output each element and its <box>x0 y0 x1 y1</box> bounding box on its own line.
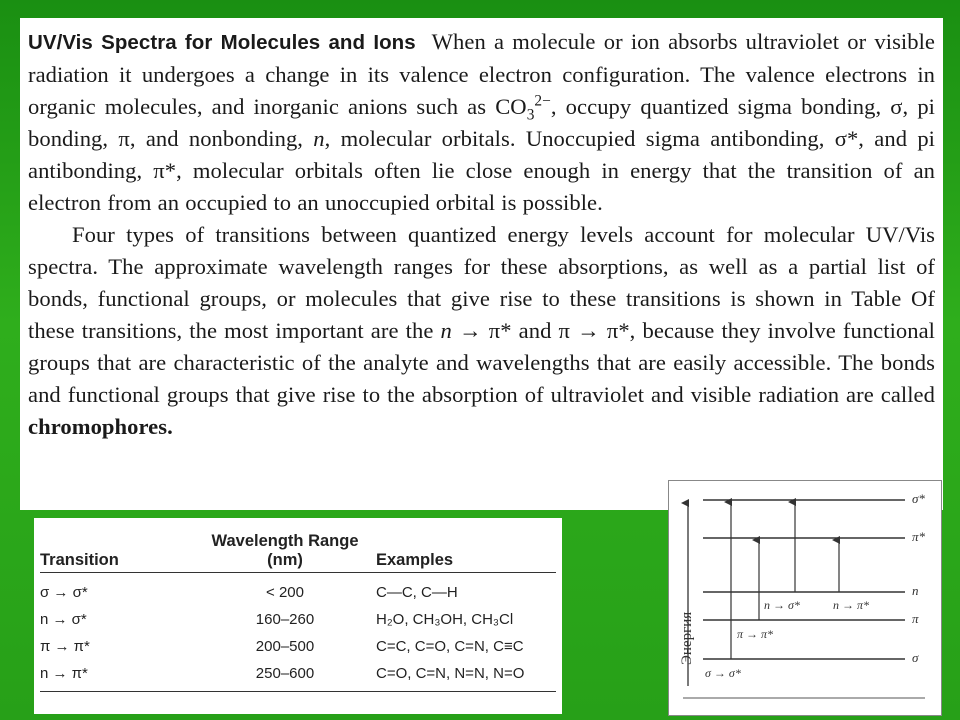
text-panel <box>20 18 943 510</box>
cell-range: 200–500 <box>255 638 315 655</box>
level-label-n: n <box>912 583 919 598</box>
cell-range: 250–600 <box>255 665 315 682</box>
cell-examples: H₂O, CH₃OH, CH₃Cl <box>376 611 514 628</box>
transitions-table <box>34 518 562 714</box>
paragraph-1-n: n <box>313 126 325 151</box>
header-transition: Transition <box>40 551 119 569</box>
paragraph-1-text-c: , molecular orbitals. Unoccupied sigma antibonding, σ*, and pi antibonding, π*, molecular orbitals often lie close enough in energy that the transition of an electron from an occupied to an unoccupied orbital is possible. <box>28 126 935 215</box>
cell-transition: π → π* <box>40 638 90 655</box>
cell-transition: n → σ* <box>40 611 87 628</box>
level-label-sigma-star: σ* <box>912 491 925 506</box>
cell-examples: C=O, C=N, N=N, N=O <box>376 665 525 682</box>
energy-axis-label: Энергия <box>679 611 695 665</box>
table-bottom-rule <box>40 691 556 692</box>
header-examples: Examples <box>376 551 454 569</box>
cell-range: 160–260 <box>255 611 315 628</box>
chromophores-term: chromophores <box>28 414 168 439</box>
paragraph-2 <box>28 219 935 443</box>
label-sigma-sigma-star: σ → σ* <box>705 666 741 680</box>
cell-range: < 200 <box>266 584 304 601</box>
header-wavelength-range-line2: (nm) <box>267 551 303 569</box>
level-label-pi: π <box>912 611 919 626</box>
level-label-pi-star: π* <box>912 529 926 544</box>
co3-subscript: 3 <box>526 106 535 124</box>
paragraph-1-text-a: When a molecule or ion absorbs ultraviolet or visible radiation it undergoes a change in its valence electron configuration. The valence electrons in organic molecules, and inorganic anions such as CO <box>28 29 935 119</box>
paragraph-2-text-b: → π* and π → π*, because they involve functional groups that are characteristic of the analyte and wavelengths that are easily accessible. The bonds and functional groups that give rise to the absorption of ultraviolet and visible radiation are called <box>28 318 936 407</box>
table-row <box>40 633 556 660</box>
cell-examples: C=C, C=O, C=N, C≡C <box>376 638 524 655</box>
cell-examples: C—C, C—H <box>376 584 458 601</box>
label-pi-pi-star: π → π* <box>737 627 774 641</box>
header-wavelength-range-line1: Wavelength Range <box>211 532 359 550</box>
level-label-sigma: σ <box>912 650 919 665</box>
section-heading: UV/Vis Spectra for Molecules and Ions <box>28 31 416 54</box>
paragraph-2-text-a: Four types of transitions between quantized energy levels account for molecular UV/Vis spectra. The approximate wavelength ranges for these absorptions, as well as a partial list of bonds, functional groups, or molecules that give rise to these transitions is shown in Table Of these transitions, the most important are the <box>28 222 935 343</box>
table-header <box>40 522 556 573</box>
table-row <box>40 606 556 633</box>
paragraph-1 <box>28 26 935 219</box>
table-row <box>40 579 556 606</box>
cell-transition: σ → σ* <box>40 584 88 601</box>
paragraph-2-n: n <box>440 318 452 343</box>
energy-diagram-svg <box>669 481 941 715</box>
co3-superscript: 2− <box>534 92 551 110</box>
label-n-pi-star: n → π* <box>833 598 870 612</box>
table-row <box>40 660 556 687</box>
paragraph-2-end: . <box>167 414 173 439</box>
energy-level-diagram <box>668 480 942 716</box>
label-n-sigma-star: n → σ* <box>764 598 800 612</box>
header-wavelength-range <box>198 532 372 570</box>
cell-transition: n → π* <box>40 665 88 682</box>
paragraph-1-text-b: , occupy quantized sigma bonding, σ, pi bonding, π, and nonbonding, <box>28 94 936 151</box>
